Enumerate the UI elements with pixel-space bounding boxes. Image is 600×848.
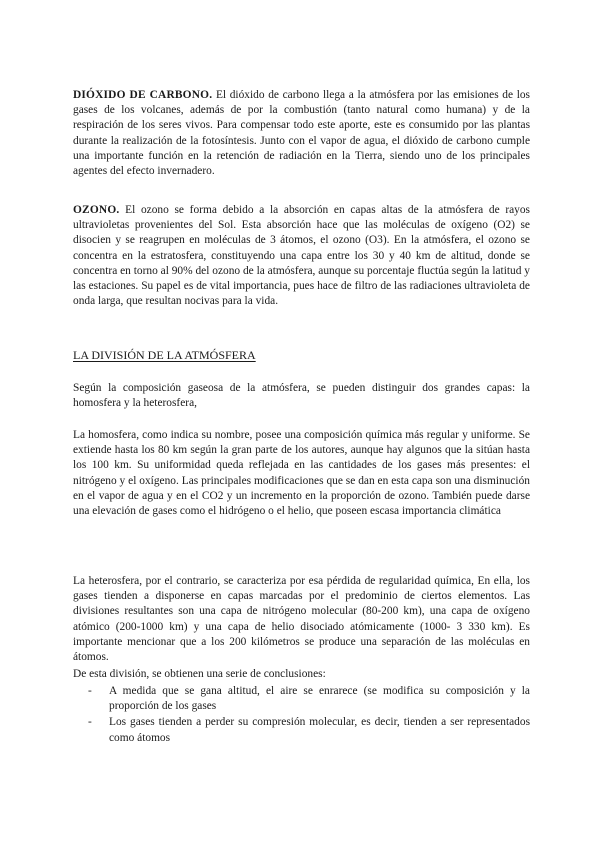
conclusions-intro: De esta división, se obtienen una serie de conclusiones: bbox=[73, 668, 326, 680]
bullet-marker: - bbox=[88, 716, 92, 729]
list-item-text: Los gases tienden a perder su compresión molecular, es decir, tienden a ser representados como átomos bbox=[109, 716, 530, 744]
co2-text: El dióxido de carbono llega a la atmósfera por las emisiones de los gases de los volcanes, además de por la combustión (tanto natural como humana) y de la respiración de los seres vivos. Para compensar todo este aporte, este es consumido por las plantas durante la realización de la fotosíntesis. Junto con el vapor de agua, el dióxido de carbono cumple una importante función en la retención de radiación en la Tierra, siendo uno de los principales agentes del efecto invernadero. bbox=[73, 89, 530, 178]
ozono-term: OZONO. bbox=[73, 204, 120, 216]
conclusions-list bbox=[73, 684, 530, 747]
list-item bbox=[73, 715, 530, 745]
intro-paragraph: Según la composición gaseosa de la atmósfera, se pueden distinguir dos grandes capas: la homosfera y la heterosfera, bbox=[73, 382, 530, 410]
homosfera-paragraph: La homosfera, como indica su nombre, posee una composición química más regular y uniforme. Se extiende hasta los 80 km según la gran parte de los autores, aunque hay algunos que la sitúan hasta los 100 km. Su uniformidad queda reflejada en las cantidades de los gases más presentes: el nitrógeno y el oxígeno. Las principales modificaciones que se dan en esta capa son una disminución en el vapor de agua y en el CO2 y un incremento en la proporción de ozono. También puede darse una elevación de gases como el hidrógeno o el helio, que poseen escasa importancia climática bbox=[73, 429, 530, 518]
co2-term: DIÓXIDO DE CARBONO. bbox=[73, 89, 213, 101]
ozono-paragraph bbox=[73, 203, 530, 309]
list-item-text: A medida que se gana altitud, el aire se enrarece (se modifica su composición y la proporción de los gases bbox=[109, 685, 530, 713]
ozono-text: El ozono se forma debido a la absorción en capas altas de la atmósfera de rayos ultravioletas provenientes del Sol. Esta absorción hace que las moléculas de oxígeno (O2) se disocien y se reagrupen en moléculas de 3 átomos, el ozono (O3). En la atmósfera, el ozono se concentra en la estratosfera, constituyendo una capa entre los 30 y 40 km de altitud, donde se concentra en torno al 90% del ozono de la atmósfera, aunque su porcentaje fluctúa según la latitud y las estaciones. Su papel es de vital importancia, pues hace de filtro de las radiaciones ultravioleta de onda larga, que resultan nocivas para la vida. bbox=[73, 204, 530, 308]
bullet-marker: - bbox=[88, 685, 92, 697]
heterosfera-paragraph: La heterosfera, por el contrario, se caracteriza por esa pérdida de regularidad química, En ella, los gases tienden a disponerse en capas marcadas por el predominio de ciertos elementos. Las divisiones resultantes son una capa de nitrógeno molecular (80-200 km), una capa de oxígeno atómico (200-1000 km) y una capa de helio disociado atómicamente (1000- 3 330 km). Es importante mencionar que a los 200 kilómetros se produce una separación de las moléculas en átomos. bbox=[73, 575, 530, 664]
list-item bbox=[73, 684, 530, 714]
section-heading: LA DIVISIÓN DE LA ATMÓSFERA bbox=[73, 348, 256, 362]
co2-paragraph bbox=[73, 88, 530, 179]
